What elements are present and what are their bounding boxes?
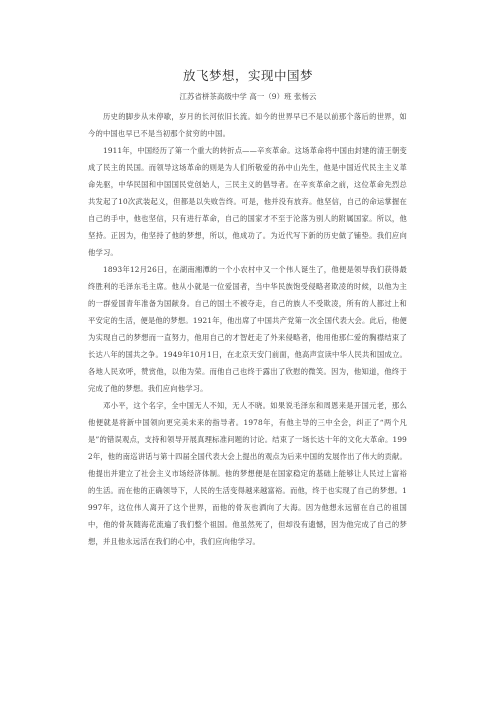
author-byline: 江苏省栟茶高级中学 高一（9）班 张杨云 <box>179 92 317 101</box>
paragraph-deng-xiaoping: 邓小平，这个名字，全中国无人不知，无人不晓。如果说毛泽东和周恩来是开国元老，那么他便就是将新中国领向更完美未来的指导者。1978年，有他主导的三中全会，纠正了“两个凡是”的错误观点，支持和领导开展真理标准问题的讨论。结束了一场长达十年的文化大革命。1992年，他的南巡讲话与第十四届全国代表大会上提出的观点为后来中国的发展作出了伟大的贡献。他提出并建立了社会主义市场经济体制。他的梦想便是在国家稳定的基础上能够让人民过上富裕的生活。而在他的正确领导下，人民的生活变得越来越富裕。而他，终于也实现了自己的梦想。1997年，这位伟人离开了这个世界，而他的骨灰也洒向了大海。因为他想永远留在自己的祖国中，他的骨灰随海花流遍了我们整个祖国。他虽然死了，但却没有遗憾，因为他完成了自己的梦想，并且他永远活在我们的心中，我们应向他学习。 <box>88 401 407 546</box>
document-title: 放飞梦想，实现中国梦 <box>182 68 313 83</box>
paragraph-mao-zedong: 1893年12月26日，在湖南湘潭的一个小农村中又一个伟人诞生了，他便是领导我们获得最终胜利的毛泽东毛主席。他从小就是一位爱国者，当中华民族饱受侵略者欺凌的时候，以他为主的一群爱国青年准备为国献身。自己的国土不被夺走，自己的族人不受欺凌，所有的人都过上和平安定的生活，便是他的梦想。1921年，他出席了中国共产党第一次全国代表大会。此后，他便为实现自己的梦想而一直努力，他用自己的才智赶走了外来侵略者，他用他那仁爱的胸襟结束了长达八年的国共之争。1949年10月1日，在北京天安门前面，他高声宣读中华人民共和国成立。各地人民欢呼，赞赏他，以他为荣。而他自己也终于露出了欣慰的微笑。因为，他知道，他终于完成了他的梦想。我们应向他学习。 <box>88 265 407 393</box>
paragraph-intro: 历史的脚步从未停歇，岁月的长河依旧长流。如今的世界早已不是以前那个落后的世界，如今的中国也早已不是当初那个贫穷的中国。 <box>88 112 407 138</box>
essay-body <box>88 108 407 550</box>
paragraph-xinhai-revolution: 1911年，中国经历了第一个重大的转折点——辛亥革命。这场革命将中国由封建的清王朝变成了民主的民国。而领导这场革命的则是为人们所敬爱的孙中山先生，他是中国近代民主主义革命先驱，中华民国和中国国民党创始人，三民主义的倡导者。在辛亥革命之前，这位革命先烈总共发起了10次武装起义，但都是以失败告终。可是，他并没有放弃。他坚信，自己的命运掌握在自己的手中，他也坚信，只有进行革命，自己的国家才不至于沦落为别人的附属国家。所以，他坚持。正因为，他坚持了他的梦想，所以，他成功了。为近代写下新的历史做了铺垫。我们应向他学习。 <box>88 146 407 257</box>
